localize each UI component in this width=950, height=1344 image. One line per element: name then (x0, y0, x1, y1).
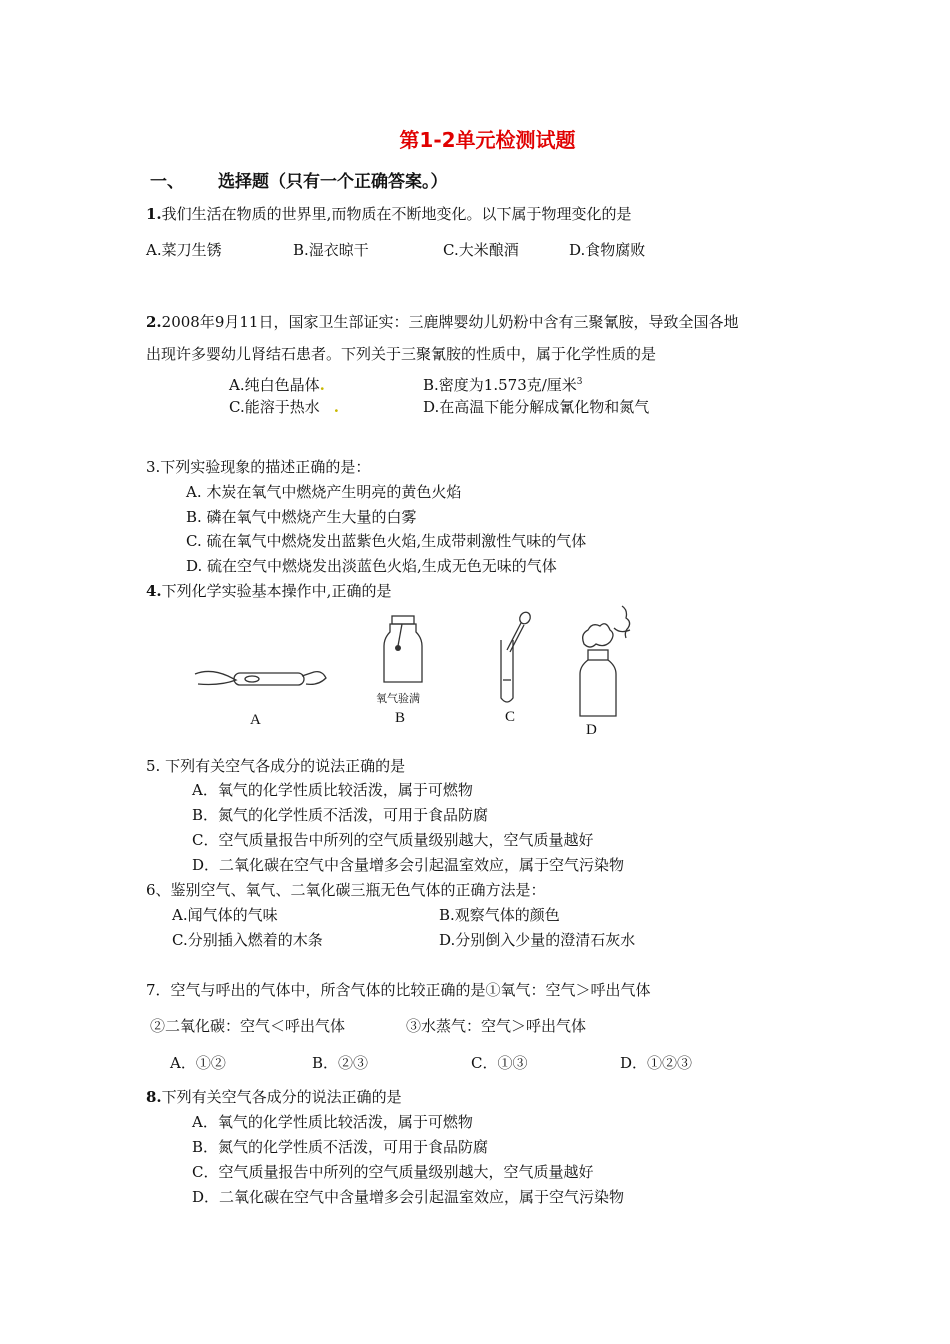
question-8-number: 8. (146, 1088, 162, 1106)
figure-a-horizontal-tube (190, 660, 330, 700)
section-number: 一、 (150, 172, 184, 192)
q6-option-b: B.观察气体的颜色 (439, 906, 560, 924)
figure-d-bottle (570, 600, 640, 718)
question-5-stem: 5. 下列有关空气各成分的说法正确的是 (146, 757, 406, 775)
q2-option-d: D.在高温下能分解成氰化物和氮气 (423, 398, 650, 416)
question-7-line1: 7．空气与呼出的气体中，所含气体的比较正确的是①氧气：空气＞呼出气体 (146, 981, 651, 999)
q1-option-b: B.湿衣晾干 (293, 241, 369, 259)
question-8 (146, 1086, 402, 1107)
q6-option-d: D.分别倒入少量的澄清石灰水 (439, 931, 636, 949)
q7-option-a: A．①② (170, 1054, 226, 1072)
page-title: 第1-2单元检测试题 (399, 128, 576, 152)
figure-b-caption: 氧气验满 (376, 692, 420, 705)
q2-option-b-superscript: 3 (576, 377, 583, 387)
q1-option-c: C.大米酿酒 (443, 241, 519, 259)
q5-option-a: A．氧气的化学性质比较活泼，属于可燃物 (192, 781, 473, 799)
q7-option-c: C．①③ (471, 1054, 528, 1072)
q3-option-d: D. 硫在空气中燃烧发出淡蓝色火焰,生成无色无味的气体 (186, 557, 557, 575)
mark-dot: . (333, 398, 339, 416)
q2-option-b (423, 374, 583, 395)
question-8-stem: 下列有关空气各成分的说法正确的是 (161, 1088, 402, 1106)
q3-option-c: C. 硫在氧气中燃烧发出蓝紫色火焰,生成带刺激性气味的气体 (186, 532, 587, 550)
q8-option-c: C．空气质量报告中所列的空气质量级别越大，空气质量越好 (192, 1163, 594, 1181)
figure-d-label: D (586, 722, 597, 738)
q6-option-a: A.闻气体的气味 (172, 906, 278, 924)
q2-option-b-text: B.密度为1.573克/厘米 (423, 376, 577, 394)
question-2-number: 2. (146, 313, 162, 331)
q2-option-c (229, 396, 339, 417)
q7-option-b: B．②③ (312, 1054, 369, 1072)
figure-c-label: C (505, 709, 516, 725)
question-7-line2b: ③水蒸气：空气＞呼出气体 (406, 1017, 587, 1035)
figure-b-gas-jar (378, 614, 428, 686)
question-3-stem: 3.下列实验现象的描述正确的是： (146, 458, 371, 476)
question-6-stem: 6、鉴别空气、氧气、二氧化碳三瓶无色气体的正确方法是： (146, 881, 546, 899)
question-2-stem-1: 2008年9月11日，国家卫生部证实：三鹿牌婴幼儿奶粉中含有三聚氰胺，导致全国各地 (161, 313, 739, 331)
q8-option-a: A．氧气的化学性质比较活泼，属于可燃物 (192, 1113, 473, 1131)
q2-option-c-text: C.能溶于热水 (229, 398, 320, 416)
question-1-number: 1. (146, 205, 162, 223)
q6-option-c: C.分别插入燃着的木条 (172, 931, 323, 949)
q5-option-c: C．空气质量报告中所列的空气质量级别越大，空气质量越好 (192, 831, 594, 849)
q3-option-b: B. 磷在氧气中燃烧产生大量的白雾 (186, 508, 417, 526)
q2-option-a-text: A.纯白色晶体 (229, 376, 320, 394)
q3-option-a: A. 木炭在氧气中燃烧产生明亮的黄色火焰 (186, 483, 462, 501)
q5-option-d: D．二氧化碳在空气中含量增多会引起温室效应，属于空气污染物 (192, 856, 625, 874)
q2-option-a (229, 374, 325, 395)
figure-c-dropper-tube (495, 610, 535, 706)
question-7-line2a: ②二氧化碳：空气＜呼出气体 (150, 1017, 346, 1035)
q1-option-d: D.食物腐败 (569, 241, 646, 259)
question-1-stem: 我们生活在物质的世界里,而物质在不断地变化。以下属于物理变化的是 (161, 205, 632, 223)
section-heading: 选择题（只有一个正确答案。） (218, 172, 448, 192)
question-4-stem: 下列化学实验基本操作中,正确的是 (161, 582, 392, 600)
mark-dot: . (319, 376, 325, 394)
q8-option-b: B．氮气的化学性质不活泼，可用于食品防腐 (192, 1138, 489, 1156)
question-1 (146, 203, 631, 224)
figure-a-label: A (250, 712, 261, 728)
question-2-line2: 出现许多婴幼儿肾结石患者。下列关于三聚氰胺的性质中，属于化学性质的是 (146, 345, 657, 363)
figure-b-label: B (395, 710, 406, 726)
question-2-line1 (146, 311, 738, 332)
q1-option-a: A.菜刀生锈 (146, 241, 222, 259)
question-4 (146, 580, 391, 601)
q8-option-d: D．二氧化碳在空气中含量增多会引起温室效应，属于空气污染物 (192, 1188, 625, 1206)
q7-option-d: D．①②③ (620, 1054, 693, 1072)
question-4-number: 4. (146, 582, 162, 600)
q5-option-b: B．氮气的化学性质不活泼，可用于食品防腐 (192, 806, 489, 824)
